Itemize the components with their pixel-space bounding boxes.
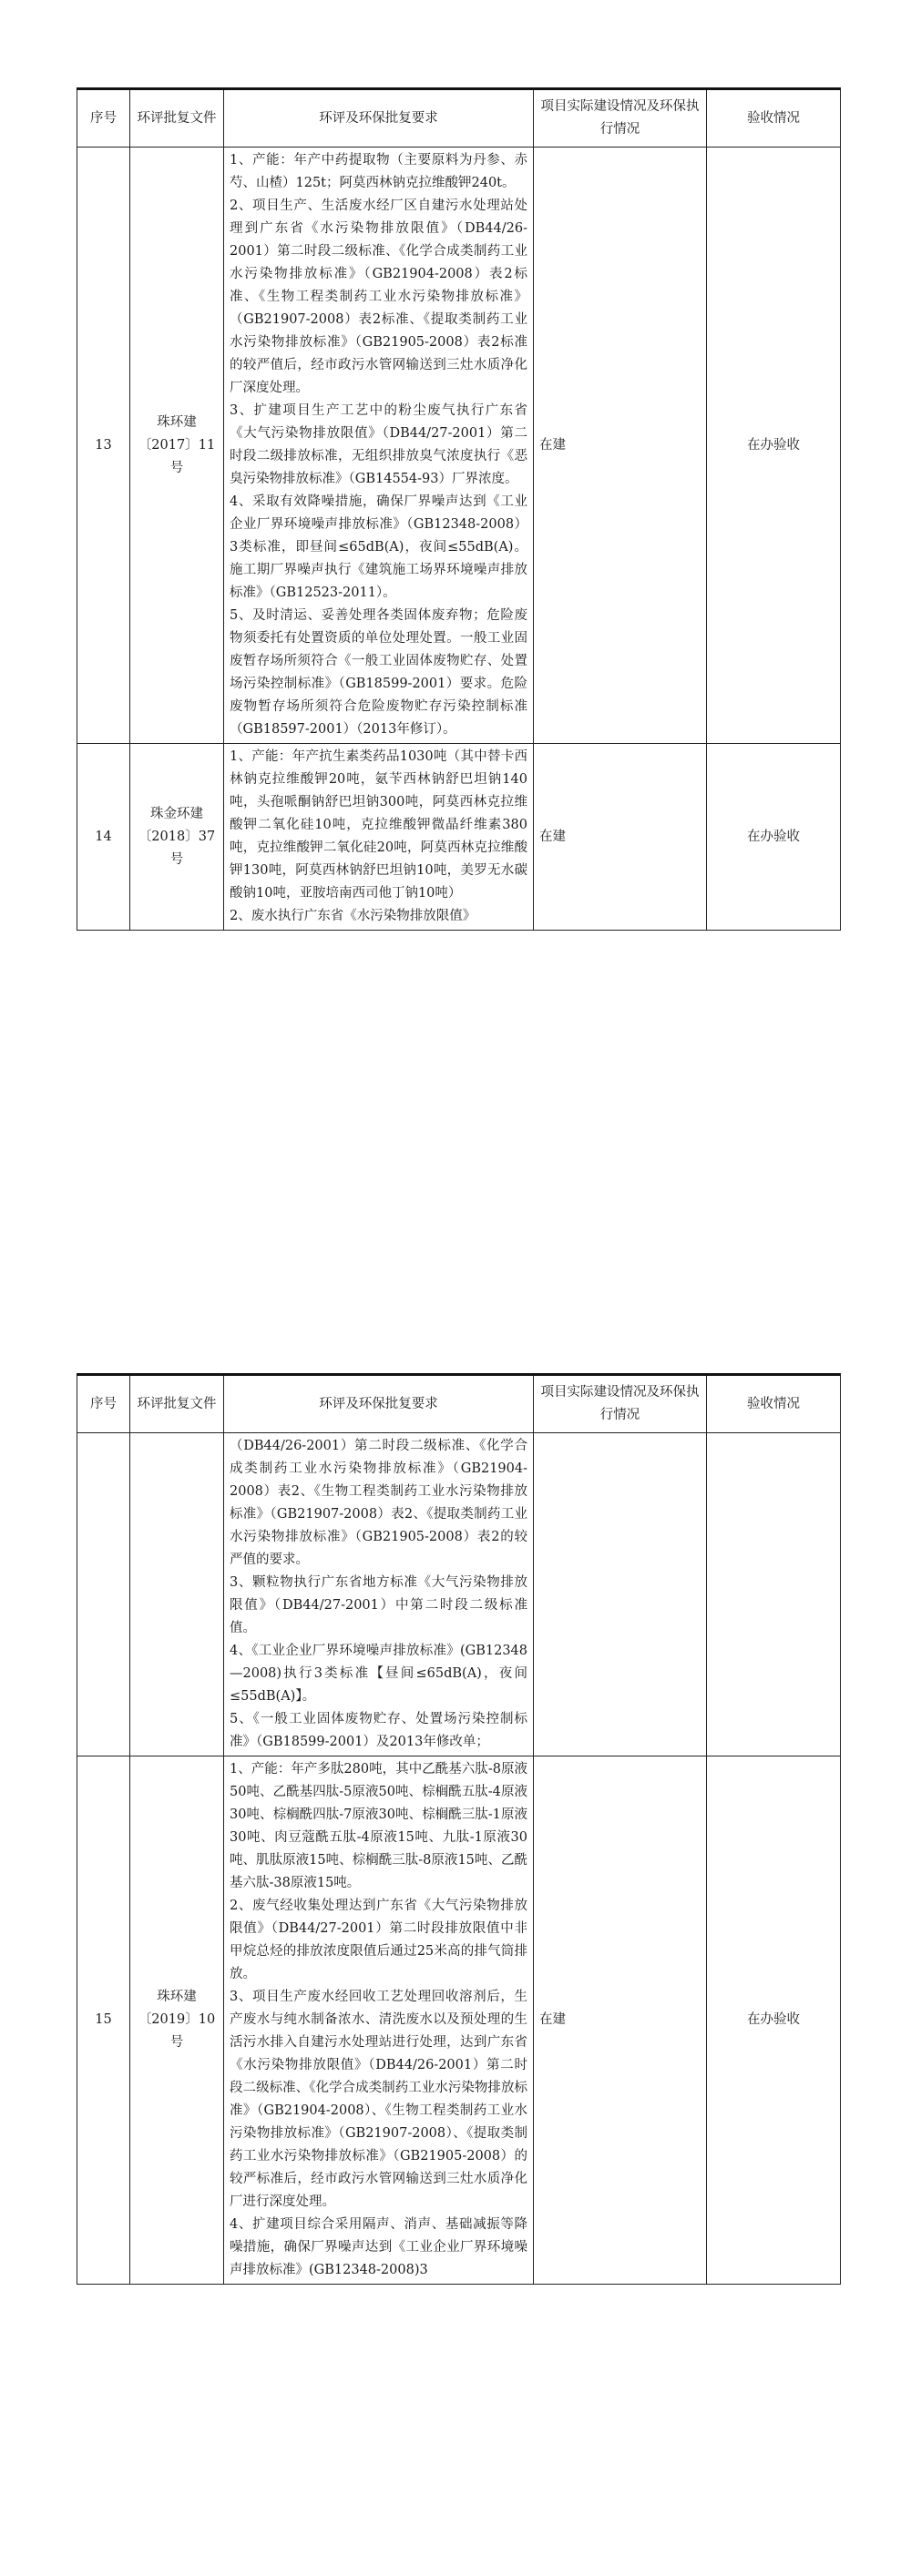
table-header-row	[77, 1375, 841, 1433]
requirement-item: 4、扩建项目综合采用隔声、消声、基础减振等降噪措施，确保厂界噪声达到《工业企业厂界环境噪声排放标准》(GB12348-2008)3	[230, 2217, 527, 2277]
row-requirements	[224, 1756, 534, 2285]
requirement-item: 2、废水执行广东省《水污染物排放限值》	[230, 909, 476, 923]
approval-table-1	[77, 87, 841, 931]
requirement-item: 4、《工业企业厂界环境噪声排放标准》(GB12348—2008)执行3类标准【昼间≤65dB(A)，夜间≤55dB(A)】。	[230, 1644, 527, 1704]
requirement-item: 2、项目生产、生活废水经厂区自建污水处理站处理到广东省《水污染物排放限值》（DB44/26-2001）第二时段二级标准、《化学合成类制药工业水污染物排放标准》（GB21904-2008）表2标准、《生物工程类制药工业水污染物排放标准》（GB21907-2008）表2标准、《提取类制药工业水污染物排放标准》（GB21905-2008）表2标准的较严值后，经市政污水管网输送到三灶水质净化厂深度处理。	[230, 199, 527, 395]
row-status	[534, 1433, 707, 1756]
row-no	[77, 1433, 130, 1756]
header-acceptance: 验收情况	[707, 89, 841, 148]
row-status: 在建	[534, 148, 707, 744]
header-doc: 环评批复文件	[130, 1375, 224, 1433]
row-acceptance: 在办验收	[707, 744, 841, 931]
table-row	[77, 1756, 841, 2285]
header-status: 项目实际建设情况及环保执行情况	[534, 1375, 707, 1433]
requirement-item: 3、项目生产废水经回收工艺处理回收溶剂后，生产废水与纯水制备浓水、清洗废水以及预处理的生活污水排入自建污水处理站进行处理，达到广东省《水污染物排放限值》（DB44/26-2001）第二时段二级标准、《化学合成类制药工业水污染物排放标准》（GB21904-2008）、《生物工程类制药工业水污染物排放标准》（GB21907-2008）、《提取类制药工业水污染物排放标准》（GB21905-2008）的较严标准后，经市政污水管网输送到三灶水质净化厂进行深度处理。	[230, 1990, 527, 2209]
row-requirements	[224, 148, 534, 744]
row-no: 14	[77, 744, 130, 931]
row-status: 在建	[534, 1756, 707, 2285]
row-acceptance: 在办验收	[707, 148, 841, 744]
row-acceptance: 在办验收	[707, 1756, 841, 2285]
approval-table-2	[77, 1373, 841, 2285]
requirement-item: 5、《一般工业固体废物贮存、处置场污染控制标准》（GB18599-2001）及2013年修改单；	[230, 1712, 527, 1749]
requirement-item: 1、产能：年产抗生素类药品1030吨（其中替卡西林钠克拉维酸钾20吨，氨苄西林钠舒巴坦钠140吨，头孢哌酮钠舒巴坦钠300吨，阿莫西林克拉维酸钾二氧化硅10吨，克拉维酸钾微晶纤维素380吨，克拉维酸钾二氧化硅20吨，阿莫西林克拉维酸钾130吨，阿莫西林钠舒巴坦钠10吨，美罗无水碳酸钠10吨，亚胺培南西司他丁钠10吨）	[230, 749, 527, 901]
row-no: 13	[77, 148, 130, 744]
requirement-item: （DB44/26-2001）第二时段二级标准、《化学合成类制药工业水污染物排放标准》（GB21904-2008）表2、《生物工程类制药工业水污染物排放标准》（GB21907-2008）表2、《提取类制药工业水污染物排放标准》（GB21905-2008）表2的较严值的要求。	[230, 1439, 527, 1567]
header-requirements: 环评及环保批复要求	[224, 89, 534, 148]
table-header-row	[77, 89, 841, 148]
requirement-item: 1、产能：年产中药提取物（主要原料为丹参、赤芍、山楂）125t；阿莫西林钠克拉维酸钾240t。	[230, 153, 527, 190]
requirement-item: 2、废气经收集处理达到广东省《大气污染物排放限值》（DB44/27-2001）第二时段排放限值中非甲烷总烃的排放浓度限值后通过25米高的排气筒排放。	[230, 1899, 527, 1981]
row-requirements	[224, 1433, 534, 1756]
requirement-item: 5、及时清运、妥善处理各类固体废弃物；危险废物须委托有处置资质的单位处理处置。一般工业固废暂存场所须符合《一般工业固体废物贮存、处置场污染控制标准》（GB18599-2001）要求。危险废物暂存场所须符合危险废物贮存污染控制标准（GB18597-2001）（2013年修订）。	[230, 608, 527, 737]
requirement-item: 1、产能：年产多肽280吨，其中乙酰基六肽-8原液50吨、乙酰基四肽-5原液50吨、棕榈酰五肽-4原液30吨、棕榈酰四肽-7原液30吨、棕榈酰三肽-1原液30吨、肉豆蔻酰五肽-4原液15吨、九肽-1原液30吨、肌肽原液15吨、棕榈酰三肽-8原液15吨、乙酰基六肽-38原液15吨。	[230, 1762, 527, 1890]
header-requirements: 环评及环保批复要求	[224, 1375, 534, 1433]
row-no: 15	[77, 1756, 130, 2285]
requirement-item: 4、采取有效降噪措施，确保厂界噪声达到《工业企业厂界环境噪声排放标准》（GB12348-2008）3类标准，即昼间≤65dB(A)，夜间≤55dB(A)。施工期厂界噪声执行《建筑施工场界环境噪声排放标准》（GB12523-2011）。	[230, 494, 527, 600]
table-row	[77, 148, 841, 744]
row-requirements	[224, 744, 534, 931]
row-doc: 珠金环建〔2018〕37号	[130, 744, 224, 931]
table-block-2	[77, 1373, 840, 2285]
requirement-item: 3、颗粒物执行广东省地方标准《大气污染物排放限值》（DB44/27-2001）中第二时段二级标准值。	[230, 1575, 527, 1635]
row-acceptance	[707, 1433, 841, 1756]
row-status: 在建	[534, 744, 707, 931]
header-no: 序号	[77, 89, 130, 148]
row-doc: 珠环建〔2017〕11号	[130, 148, 224, 744]
header-no: 序号	[77, 1375, 130, 1433]
header-doc: 环评批复文件	[130, 89, 224, 148]
table-block-1	[77, 87, 840, 931]
row-doc: 珠环建〔2019〕10号	[130, 1756, 224, 2285]
row-doc	[130, 1433, 224, 1756]
header-status: 项目实际建设情况及环保执行情况	[534, 89, 707, 148]
header-acceptance: 验收情况	[707, 1375, 841, 1433]
table-row	[77, 1433, 841, 1756]
table-row	[77, 744, 841, 931]
requirement-item: 3、扩建项目生产工艺中的粉尘废气执行广东省《大气污染物排放限值》（DB44/27-2001）第二时段二级排放标准，无组织排放臭气浓度执行《恶臭污染物排放标准》（GB14554-93）厂界浓度。	[230, 403, 527, 486]
